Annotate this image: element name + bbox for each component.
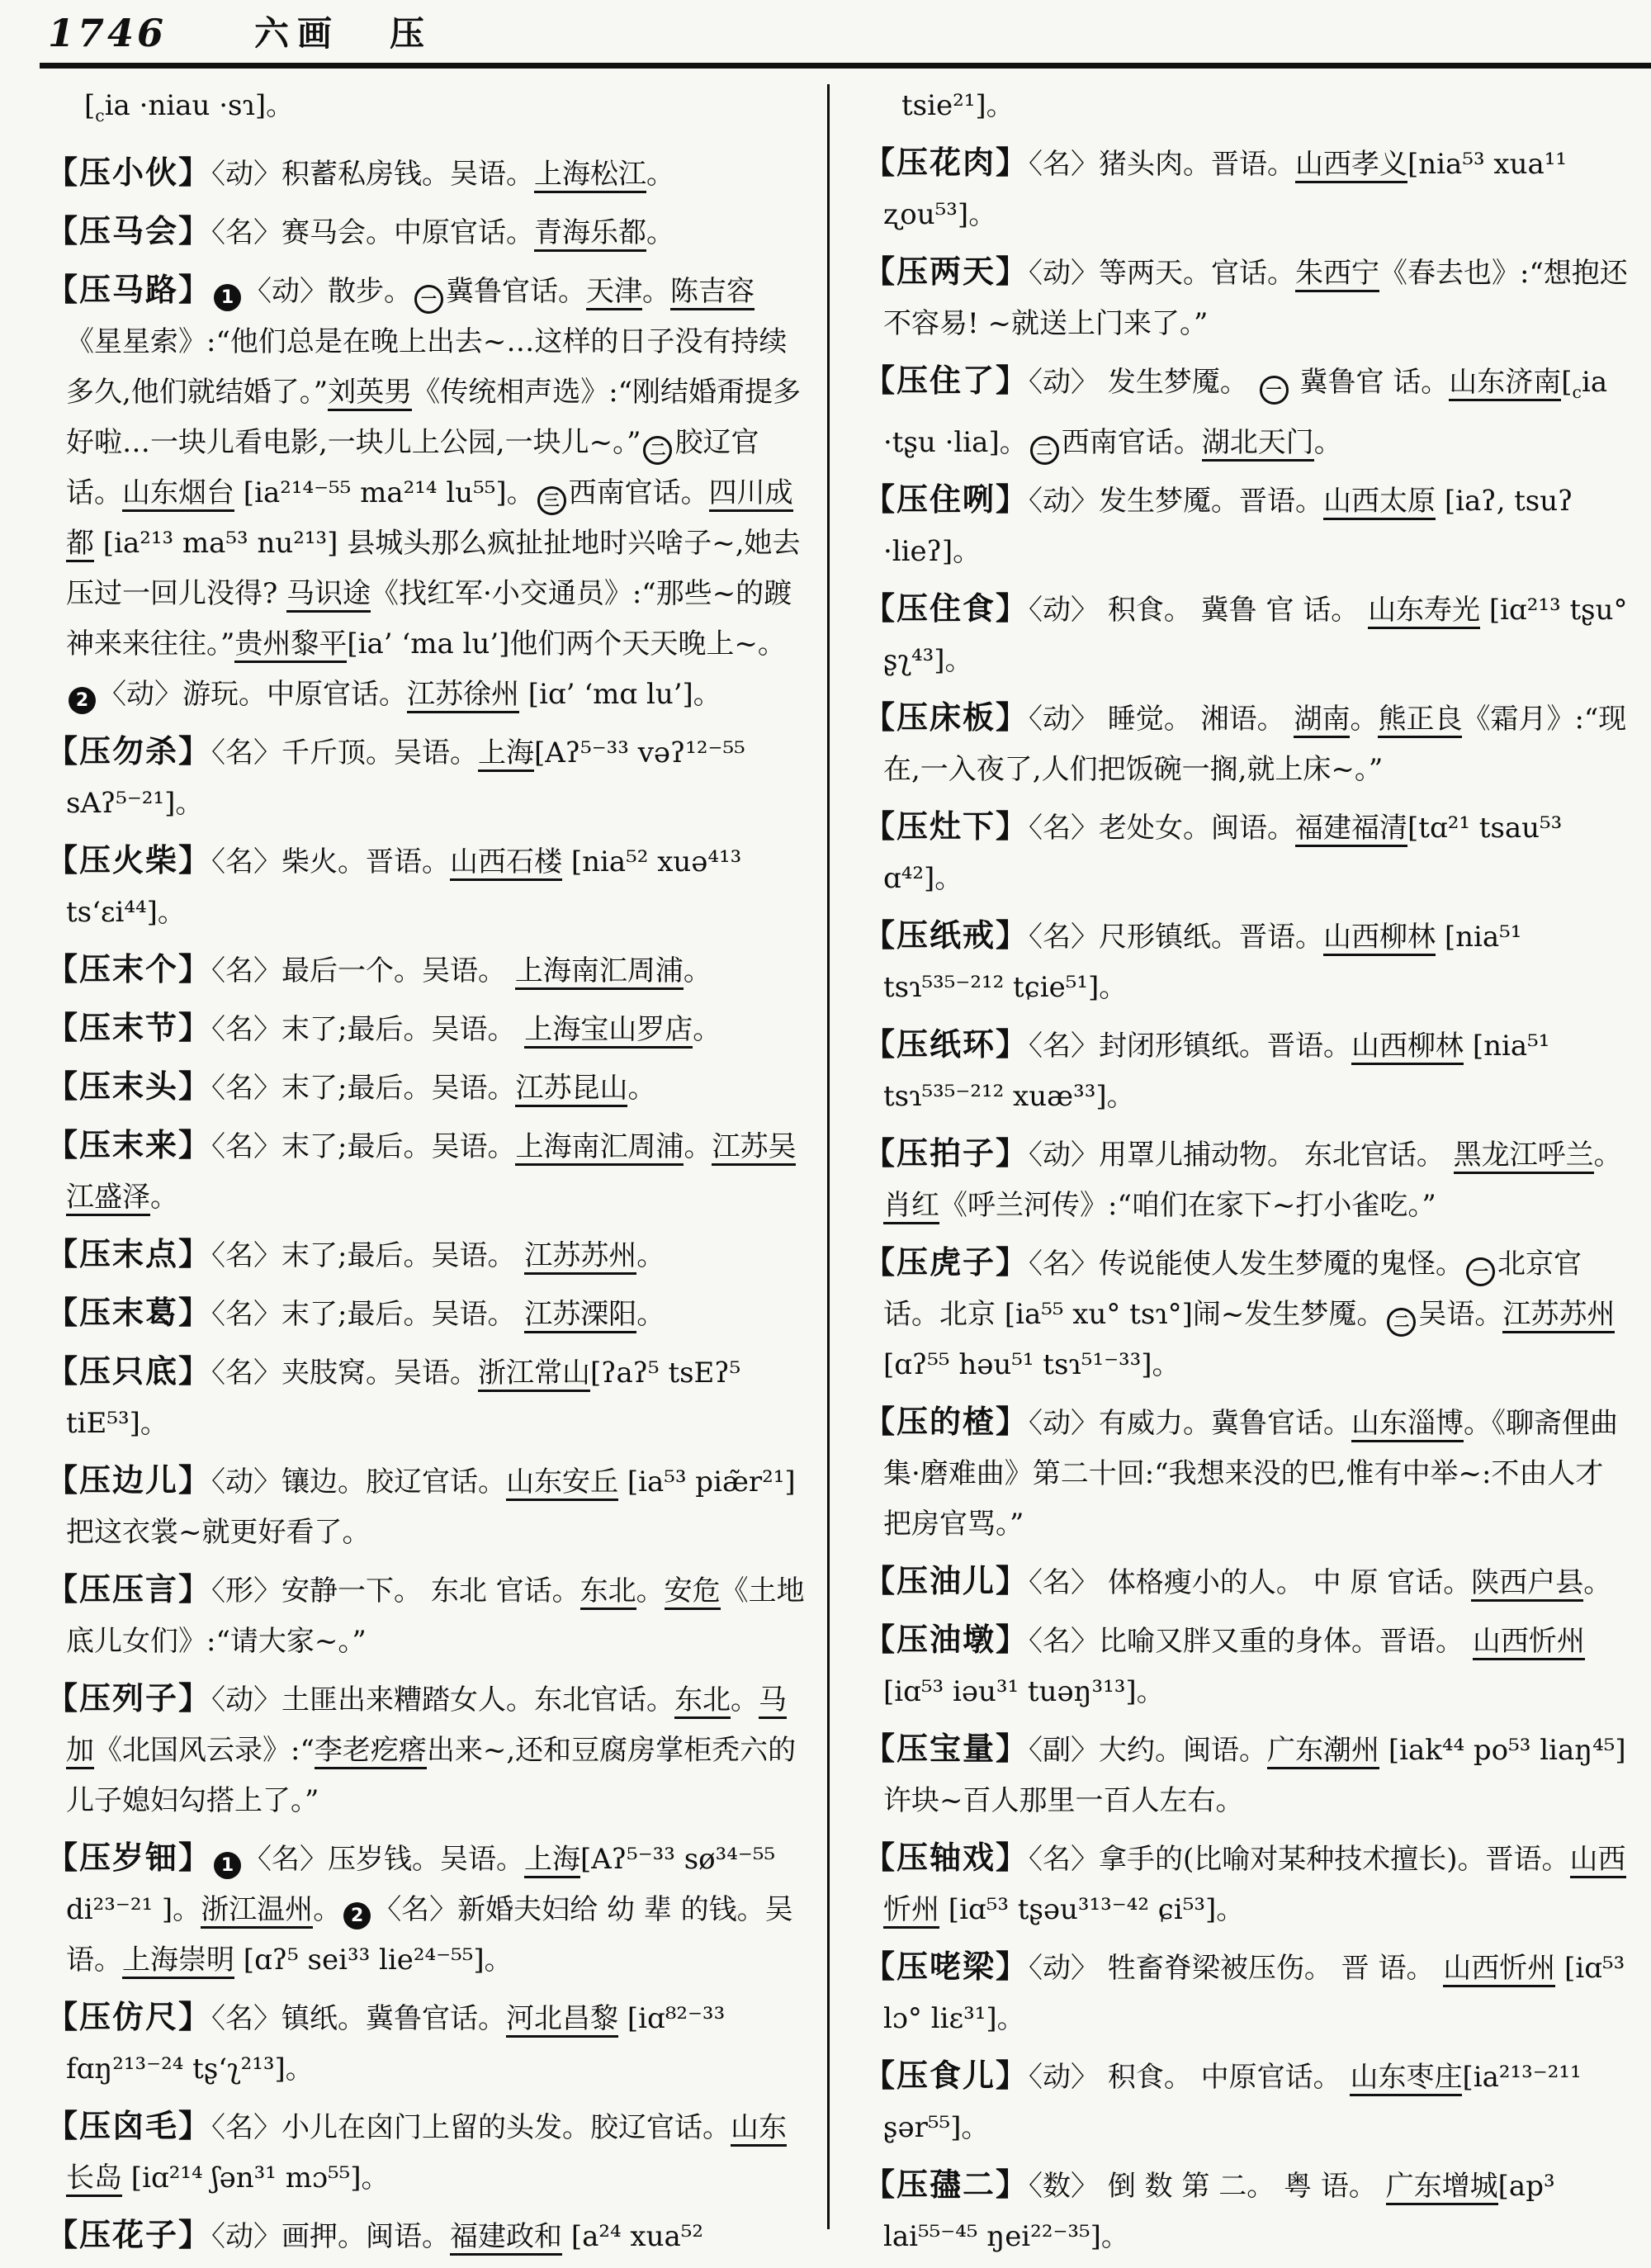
dictionary-entry: 【压宝量】〈副〉大约。闽语。广东潮州 [iak⁴⁴ po⁵³ liaŋ⁴⁵] 许块~百人那里一百人左右。 [863, 1729, 1626, 1817]
dictionary-entry: 【压住了】〈动〉 发生梦魇。 一 冀鲁官 话。山东济南[$_cia$ ·tʂu ·lia]。 二 西南官话。湖北天门。 [863, 355, 1631, 468]
proper-name-underlined: 上海 [524, 1843, 580, 1878]
proper-name-underlined: 山东安丘 [506, 1465, 618, 1501]
entry-headword: 【压末点】 [46, 1234, 212, 1272]
sense-number-disc: 2 [69, 687, 96, 714]
proper-name-underlined: 上海南汇周浦 [515, 1130, 684, 1166]
page-number: 1746 [48, 10, 168, 55]
dictionary-entry-continuation: [$_cia$ ·niau ·sɿ]。 [84, 89, 295, 125]
proper-name-underlined: 熊正良 [1378, 703, 1462, 738]
proper-name-underlined: 马识途 [286, 577, 371, 613]
entry-headword: 【压末来】 [46, 1125, 212, 1163]
dictionary-entry: 【压只底】〈名〉夹肢窝。吴语。浙江常山[ʔaʔ⁵ tsEʔ⁵ tiE⁵³]。 [46, 1352, 741, 1440]
dictionary-entry: 【压拍子】〈动〉用罩儿捕动物。 东北官话。 黑龙江呼兰。肖红《呼兰河传》:“咱们在家下~打小雀吃。” [863, 1128, 1631, 1231]
entry-headword: 【压末头】 [46, 1067, 212, 1105]
proper-name-underlined: 江苏徐州 [407, 678, 519, 713]
proper-name-underlined: 青海乐都 [534, 216, 646, 252]
proper-name-underlined: 上海崇明 [122, 1944, 234, 1979]
entry-headword: 【压火柴】 [46, 840, 212, 878]
dictionary-entry: 【压纸戒】〈名〉尺形镇纸。晋语。山西柳林 [nia⁵¹ tsɿ⁵³⁵⁻²¹² tɕie⁵¹]。 [863, 916, 1522, 1004]
dictionary-entry-continuation: tsie²¹]。 [901, 89, 1015, 122]
dictionary-entry: 【压咾梁】〈动〉 牲畜脊梁被压伤。 晋 语。 山西忻州 [iɑ⁵³ lɔ° liɛ³¹]。 [863, 1947, 1625, 2035]
proper-name-underlined: 福建政和 [450, 2220, 562, 2256]
sense-number-disc: 2 [343, 1902, 371, 1929]
proper-name-underlined: 福建福清 [1295, 812, 1407, 847]
dictionary-entry: 【压边儿】〈动〉镶边。胶辽官话。山东安丘 [ia⁵³ piæ̃r²¹] 把这衣裳~就更好看了。 [46, 1461, 796, 1549]
entry-headword: 【压列子】 [46, 1679, 212, 1716]
proper-name-underlined: 湖北天门 [1202, 426, 1314, 462]
subsense-number-circle: 一 [1260, 376, 1289, 405]
subsense-number-circle: 二 [1387, 1308, 1416, 1337]
dictionary-entry: 【压花肉】〈名〉猪头肉。晋语。山西孝义[nia⁵³ xua¹¹ ʐou⁵³]。 [863, 144, 1567, 231]
dictionary-entry: 【压末来】〈名〉末了;最后。吴语。上海南汇周浦。江苏吴江盛泽。 [46, 1120, 807, 1223]
dictionary-entry: 【压末节】〈名〉末了;最后。吴语。 上海宝山罗店。 [46, 1002, 807, 1055]
proper-name-underlined: 陕西户县 [1471, 1566, 1583, 1602]
proper-name-underlined: 东北 [674, 1683, 731, 1719]
proper-name-underlined: 贵州黎平 [234, 627, 347, 663]
proper-name-underlined: 肖红 [883, 1189, 939, 1224]
stroke-section-label: 六画 [254, 12, 341, 54]
entry-headword: 【压末葛】 [46, 1293, 212, 1331]
proper-name-underlined: 东北 [580, 1574, 636, 1610]
entry-headword: 【压马会】 [46, 211, 212, 249]
proper-name-underlined: 山东寿光 [1368, 594, 1480, 629]
header-rule [40, 63, 1651, 69]
entry-headword: 【压末节】 [46, 1008, 212, 1046]
proper-name-underlined: 上海南汇周浦 [515, 954, 684, 990]
entry-headword: 【压末个】 [46, 949, 212, 987]
left-column [46, 81, 807, 2268]
proper-name-underlined: 广东增城 [1386, 2170, 1498, 2205]
proper-name-underlined: 江苏吴江盛泽 [66, 1130, 796, 1216]
proper-name-underlined: 山西孝义 [1295, 148, 1407, 183]
entry-headword: 【压岁钿】 [46, 1838, 212, 1876]
entry-headword: 【压咾梁】 [863, 1947, 1029, 1985]
entry-headword: 【压纸环】 [863, 1025, 1029, 1063]
dictionary-entry: 【压住咧】〈动〉发生梦魇。晋语。山西太原 [iaʔ‚ tsuʔ ·lieʔ]。 [863, 480, 1573, 568]
proper-name-underlined: 山东枣庄 [1350, 2061, 1462, 2096]
entry-headword: 【压住咧】 [863, 480, 1029, 518]
subsense-number-circle: 一 [414, 285, 443, 314]
proper-name-underlined: 山西忻州 [883, 1843, 1626, 1929]
entry-headword: 【压轴戏】 [863, 1838, 1029, 1876]
proper-name-underlined: 山东长岛 [66, 2111, 787, 2197]
dictionary-entry: 【压末个】〈名〉最后一个。吴语。 上海南汇周浦。 [46, 944, 807, 997]
entry-headword: 【压的楂】 [863, 1402, 1029, 1440]
proper-name-underlined: 江苏苏州 [524, 1239, 636, 1275]
proper-name-underlined: 江苏苏州 [1502, 1298, 1615, 1333]
entry-headword: 【压两天】 [863, 253, 1029, 290]
entry-headword: 【压囟毛】 [46, 2106, 212, 2144]
proper-name-underlined: 四川成都 [66, 476, 793, 562]
entry-headword: 【压边儿】 [46, 1461, 212, 1499]
proper-name-underlined: 山西柳林 [1323, 921, 1436, 956]
proper-name-underlined: 山西石楼 [450, 845, 562, 881]
dictionary-entry: 【压纸环】〈名〉封闭形镇纸。晋语。山西柳林 [nia⁵¹ tsɿ⁵³⁵⁻²¹² xuæ³³]。 [863, 1025, 1550, 1113]
dictionary-entry: 【压末点】〈名〉末了;最后。吴语。 江苏苏州。 [46, 1229, 807, 1281]
dictionary-entry: 【压囟毛】〈名〉小儿在囟门上留的头发。胶辽官话。山东长岛 [iɑ²¹⁴ ʃən³¹ mɔ⁵⁵]。 [46, 2100, 807, 2204]
entry-headword: 【压小伙】 [46, 153, 212, 191]
dictionary-entry: 【压火柴】〈名〉柴火。晋语。山西石楼 [nia⁵² xuə⁴¹³ tsʻɛi⁴⁴]。 [46, 840, 742, 929]
entry-headword: 【压虎子】 [863, 1243, 1029, 1281]
entry-headword: 【压住了】 [863, 362, 1029, 399]
proper-name-underlined: 上海宝山罗店 [524, 1013, 693, 1049]
dictionary-entry: 【压油儿】〈名〉 体格瘦小的人。 中 原 官话。陕西户县。 [863, 1555, 1631, 1608]
dictionary-entry: 【压食儿】〈动〉 积食。 中原官话。 山东枣庄[ia²¹³⁻²¹¹ ʂər⁵⁵]。 [863, 2056, 1582, 2144]
proper-name-underlined: 刘英男 [328, 376, 412, 411]
entry-headword: 【压花子】 [46, 2215, 212, 2253]
proper-name-underlined: 山东淄博 [1351, 1407, 1464, 1442]
dictionary-entry: 【压列子】〈动〉土匪出来糟踏女人。东北官话。东北。马加《北国风云录》:“李老疙瘩出来~,还和豆腐房掌柜秃六的儿子媳妇勾搭上了。” [46, 1679, 797, 1817]
proper-name-underlined: 陈吉容 [670, 275, 755, 310]
dictionary-entry: 【压压言】〈形〉安静一下。 东北 官话。东北。安危《土地底儿女们》:“请大家~。” [46, 1570, 805, 1658]
sense-number-disc: 1 [214, 1852, 241, 1879]
dictionary-entry: 【压花子】〈动〉画押。闽语。福建政和 [a²⁴ xua⁵² [46, 2209, 807, 2262]
proper-name-underlined: 山西忻州 [1473, 1625, 1585, 1660]
entry-headword: 【压压言】 [46, 1570, 212, 1607]
tone-mark-subscript: c [95, 105, 105, 125]
dictionary-entry: 【压住食】〈动〉 积食。 冀鲁 官 话。 山东寿光 [iɑ²¹³ tʂu° ʂʅ⁴³]。 [863, 589, 1628, 677]
dictionary-entry: 【压灶下】〈名〉老处女。闽语。福建福清[tɑ²¹ tsau⁵³ ɑ⁴²]。 [863, 807, 1563, 895]
subsense-number-circle: 一 [1466, 1257, 1495, 1286]
column-divider [827, 84, 830, 2229]
entry-headword: 【压马路】 [46, 270, 212, 308]
proper-name-underlined: 天津 [586, 275, 642, 310]
sense-number-disc: 1 [214, 284, 241, 311]
proper-name-underlined: 山西太原 [1323, 485, 1436, 520]
subsense-number-circle: 三 [537, 486, 566, 515]
proper-name-underlined: 李老疙瘩 [315, 1734, 427, 1769]
dictionary-entry: 【压油墩】〈名〉比喻又胖又重的身体。晋语。 山西忻州 [iɑ⁵³ iəu³¹ tuəŋ³¹³]。 [863, 1620, 1585, 1708]
dictionary-entry: 【压勿杀】〈名〉千斤顶。吴语。上海[Aʔ⁵⁻³³ vəʔ¹²⁻⁵⁵ sAʔ⁵⁻²¹]。 [46, 732, 745, 820]
dictionary-entry: 【压小伙】〈动〉积蓄私房钱。吴语。上海松江。 [46, 147, 807, 200]
proper-name-underlined: 江苏溧阳 [524, 1298, 636, 1333]
dictionary-entry: 【压岁钿】 1 〈名〉压岁钱。吴语。上海[Aʔ⁵⁻³³ sø³⁴⁻⁵⁵ di²³⁻²¹ ]。浙江温州。 2 〈名〉新婚夫妇给 幼 辈 的钱。吴语。上海崇明 [ɑʔ⁵ sei³³ lie²⁴⁻⁵⁵]。 [46, 1832, 807, 1986]
tone-mark-subscript: c [1572, 381, 1582, 402]
dictionary-entry: 【压马路】 1 〈动〉散步。 一 冀鲁官话。天津。陈吉容《星星索》:“他们总是在晚上出去~…这样的日子没有持续多久,他们就结婚了。”刘英男《传统相声选》:“刚结婚甭提多好啦…一块儿看电影,一块儿上公园,一块儿~。” 二 胶辽官话。山东烟台 [ia²¹⁴⁻⁵⁵ ma²¹⁴ lu⁵⁵]。 三 西南官话。四川成都 [ia²¹³ ma⁵³ nu²¹³] 县城头那么疯扯扯地时兴啥子~,她去压过一回儿没得? 马识途《找红军·小交通员》:“那些~的踱神来来往往。”贵州黎平[ia’ ‘ma lu’]他们两个天天晚上~。2 〈动〉游玩。中原官话。江苏徐州 [iɑ’ ‘mɑ lu’]。 [46, 264, 807, 720]
proper-name-underlined: 江苏昆山 [515, 1072, 627, 1107]
entry-headword: 【压宝量】 [863, 1729, 1029, 1767]
dictionary-entry: 【压马会】〈名〉赛马会。中原官话。青海乐都。 [46, 206, 807, 258]
dictionary-entry: 【压末头】〈名〉末了;最后。吴语。江苏昆山。 [46, 1061, 807, 1114]
proper-name-underlined: 朱西宁 [1295, 257, 1379, 292]
head-character: 压 [390, 12, 425, 54]
proper-name-underlined: 黑龙江呼兰 [1454, 1139, 1594, 1174]
right-column [863, 81, 1631, 2268]
entry-headword: 【压仿尺】 [46, 1997, 212, 2035]
proper-name-underlined: 山西柳林 [1351, 1030, 1464, 1065]
dictionary-entry: 【压的楂】〈动〉有威力。冀鲁官话。山东淄博。《聊斋俚曲集·磨难曲》第二十回:“我想来没的巴,惟有中举~:不由人才把房官骂。” [863, 1402, 1619, 1541]
proper-name-underlined: 山东济南 [1449, 366, 1561, 401]
entry-headword: 【压油儿】 [863, 1561, 1029, 1599]
entry-headword: 【压住食】 [863, 589, 1029, 627]
entry-headword: 【压灶下】 [863, 807, 1029, 845]
entry-headword: 【压拍子】 [863, 1134, 1029, 1172]
entry-headword: 【压花肉】 [863, 144, 1029, 181]
proper-name-underlined: 山东烟台 [122, 476, 234, 512]
proper-name-underlined: 上海 [478, 736, 534, 772]
subsense-number-circle: 二 [643, 436, 672, 465]
proper-name-underlined: 浙江温州 [201, 1893, 313, 1929]
dictionary-entry: 【压末葛】〈名〉末了;最后。吴语。 江苏溧阳。 [46, 1287, 807, 1340]
dictionary-entry: 【压床板】〈动〉 睡觉。 湘语。 湖南。熊正良《霜月》:“现在,一入夜了,人们把饭碗一搁,就上床~。” [863, 698, 1627, 786]
proper-name-underlined: 山西忻州 [1443, 1952, 1555, 1987]
proper-name-underlined: 上海松江 [534, 158, 646, 193]
dictionary-entry: 【压两天】〈动〉等两天。官话。朱西宁《春去也》:“想抱还不容易! ~就送上门来了。” [863, 253, 1628, 340]
entry-headword: 【压只底】 [46, 1352, 212, 1390]
entry-headword: 【压勿杀】 [46, 732, 212, 769]
dictionary-entry: 【压虎子】〈名〉传说能使人发生梦魇的鬼怪。 一 北京官话。北京 [ia⁵⁵ xu° tsɿ°]闹~发生梦魇。 二 吴语。江苏苏州 [ɑʔ⁵⁵ həu⁵¹ tsɿ⁵¹⁻³³]。 [863, 1243, 1616, 1381]
dictionary-entry: 【压仿尺】〈名〉镇纸。冀鲁官话。河北昌黎 [iɑ⁸²⁻³³ fɑŋ²¹³⁻²⁴ tʂʻʅ²¹³]。 [46, 1997, 726, 2086]
proper-name-underlined: 马加 [66, 1683, 787, 1769]
subsense-number-circle: 二 [1030, 436, 1059, 465]
entry-headword: 【压油墩】 [863, 1620, 1029, 1658]
proper-name-underlined: 湖南 [1294, 703, 1350, 738]
proper-name-underlined: 浙江常山 [478, 1357, 590, 1392]
entry-headword: 【压纸戒】 [863, 916, 1029, 954]
entry-headword: 【压孻二】 [863, 2165, 1029, 2203]
proper-name-underlined: 安危 [665, 1574, 721, 1610]
dictionary-entry: 【压孻二】〈数〉 倒 数 第 二。 粤 语。 广东增城[ap³ lai⁵⁵⁻⁴⁵ ŋei²²⁻³⁵]。 [863, 2165, 1555, 2253]
dictionary-entry: 【压轴戏】〈名〉拿手的(比喻对某种技术擅长)。晋语。山西忻州 [iɑ⁵³ tʂəu³¹³⁻⁴² ɕi⁵³]。 [863, 1832, 1631, 1935]
entry-headword: 【压床板】 [863, 698, 1029, 736]
entry-headword: 【压食儿】 [863, 2056, 1029, 2094]
page-header [48, 7, 424, 59]
proper-name-underlined: 河北昌黎 [506, 2002, 618, 2038]
proper-name-underlined: 广东潮州 [1267, 1734, 1379, 1769]
